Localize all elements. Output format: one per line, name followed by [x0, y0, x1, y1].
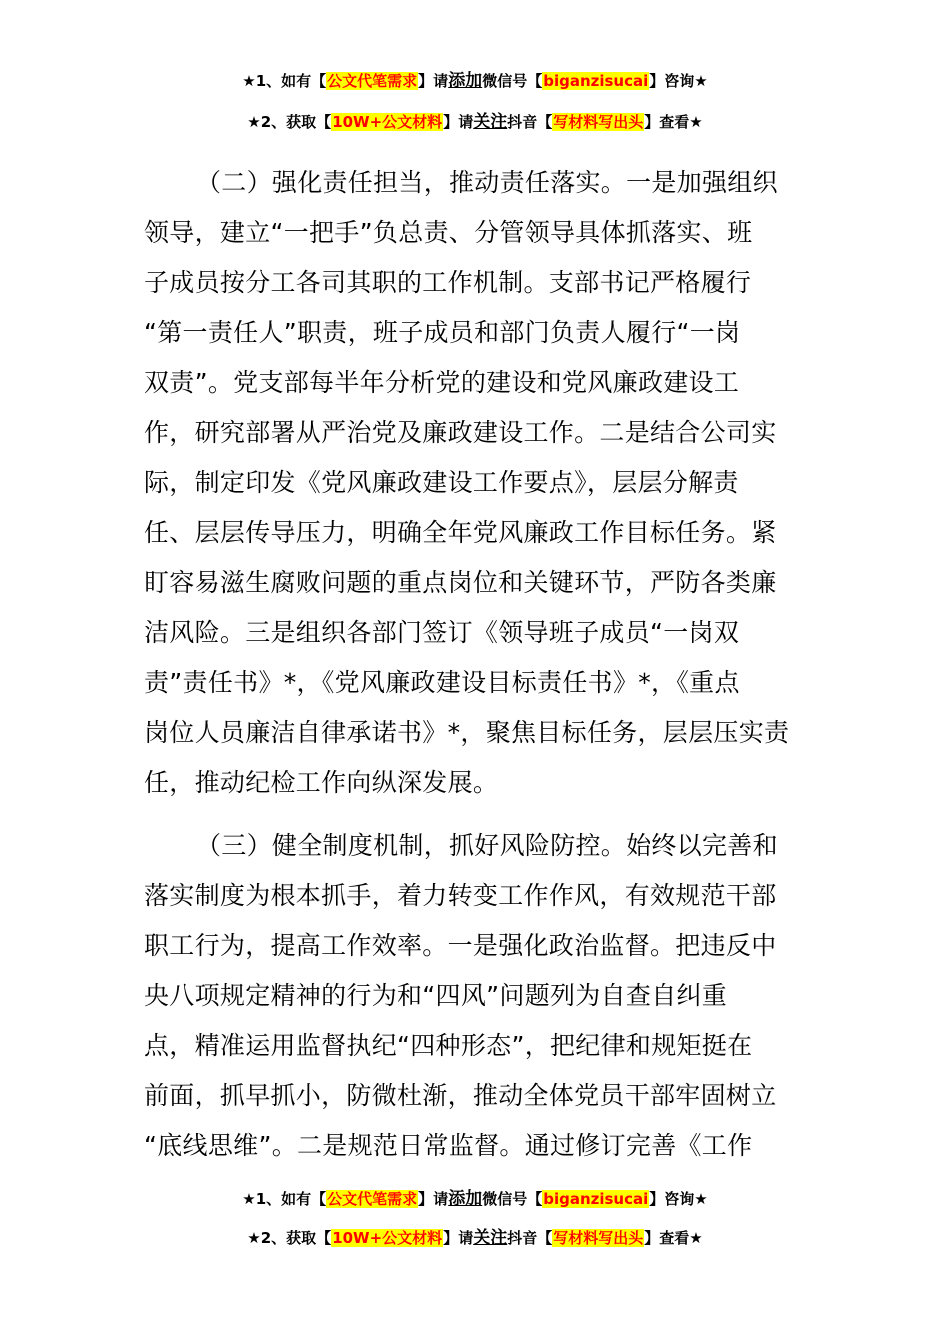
paragraph-line: “底线思维”。二是规范日常监督。通过修订完善《工作 [144, 1131, 753, 1160]
promo-suffix: 】咨询★ [649, 1190, 708, 1208]
paragraph-3 [144, 821, 808, 1171]
promo-highlight: 10W+公文材料 [332, 113, 443, 131]
promo-suffix: 】查看★ [644, 1229, 703, 1247]
promo-line-1-top [0, 71, 950, 91]
douyin-name-highlight: 写材料写出头 [553, 113, 644, 131]
paragraph-line: 职工行为，提高工作效率。一是强化政治监督。把违反中 [144, 931, 777, 960]
promo-text: 】请 [443, 113, 474, 131]
promo-text: 抖音【 [507, 113, 553, 131]
promo-highlight: 公文代笔需求 [327, 1190, 418, 1208]
paragraph-line: 作，研究部署从严治党及廉政建设工作。二是结合公司实 [144, 418, 777, 447]
promo-line-1-bottom [0, 1189, 950, 1209]
promo-highlight: 公文代笔需求 [327, 72, 418, 90]
promo-text: 微信号【 [482, 72, 543, 90]
promo-suffix: 】咨询★ [649, 72, 708, 90]
paragraph-line: 双责”。党支部每半年分析党的建设和党风廉政建设工 [144, 368, 740, 397]
paragraph-line: 岗位人员廉洁自律承诺书》*，聚焦目标任务，层层压实责 [144, 718, 790, 747]
paragraph-line: 洁风险。三是组织各部门签订《领导班子成员“一岗双 [144, 618, 740, 647]
paragraph-2 [144, 158, 808, 808]
paragraph-line: 任、层层传导压力，明确全年党风廉政工作目标任务。紧 [144, 518, 777, 547]
promo-text: 】请 [443, 1229, 474, 1247]
promo-text: 微信号【 [482, 1190, 543, 1208]
promo-emphasis: 关注 [473, 1228, 508, 1248]
promo-emphasis: 添加 [448, 71, 483, 91]
paragraph-line: 落实制度为根本抓手，着力转变工作作风，有效规范干部 [144, 881, 777, 910]
paragraph-line: 子成员按分工各司其职的工作机制。支部书记严格履行 [144, 268, 752, 297]
wechat-id-highlight: biganzisucai [543, 1190, 649, 1208]
paragraph-line: （三）健全制度机制，抓好风险防控。始终以完善和 [196, 831, 778, 860]
promo-prefix: ★1、如有【 [242, 72, 327, 90]
paragraph-line: （二）强化责任担当，推动责任落实。一是加强组织 [196, 168, 778, 197]
paragraph-line: 责”责任书》*，《党风廉政建设目标责任书》*，《重点 [144, 668, 740, 697]
promo-prefix: ★1、如有【 [242, 1190, 327, 1208]
douyin-name-highlight: 写材料写出头 [553, 1229, 644, 1247]
promo-line-2-top [0, 112, 950, 132]
promo-suffix: 】查看★ [644, 113, 703, 131]
promo-text: 】请 [418, 1190, 449, 1208]
promo-line-2-bottom [0, 1228, 950, 1248]
promo-prefix: ★2、获取【 [247, 1229, 332, 1247]
promo-highlight: 10W+公文材料 [332, 1229, 443, 1247]
promo-emphasis: 添加 [448, 1189, 483, 1209]
promo-text: 抖音【 [507, 1229, 553, 1247]
promo-emphasis: 关注 [473, 112, 508, 132]
paragraph-line: 际，制定印发《党风廉政建设工作要点》，层层分解责 [144, 468, 739, 497]
promo-prefix: ★2、获取【 [247, 113, 332, 131]
paragraph-line: 任，推动纪检工作向纵深发展。 [144, 768, 499, 797]
wechat-id-highlight: biganzisucai [543, 72, 649, 90]
paragraph-line: 点，精准运用监督执纪“四种形态”，把纪律和规矩挺在 [144, 1031, 753, 1060]
paragraph-line: 前面，抓早抓小，防微杜渐，推动全体党员干部牢固树立 [144, 1081, 777, 1110]
paragraph-line: 领导，建立“一把手”负总责、分管领导具体抓落实、班 [144, 218, 753, 247]
paragraph-line: 盯容易滋生腐败问题的重点岗位和关键环节，严防各类廉 [144, 568, 777, 597]
promo-text: 】请 [418, 72, 449, 90]
paragraph-line: “第一责任人”职责，班子成员和部门负责人履行“一岗 [144, 318, 741, 347]
paragraph-line: 央八项规定精神的行为和“四风”问题列为自查自纠重 [144, 981, 728, 1010]
